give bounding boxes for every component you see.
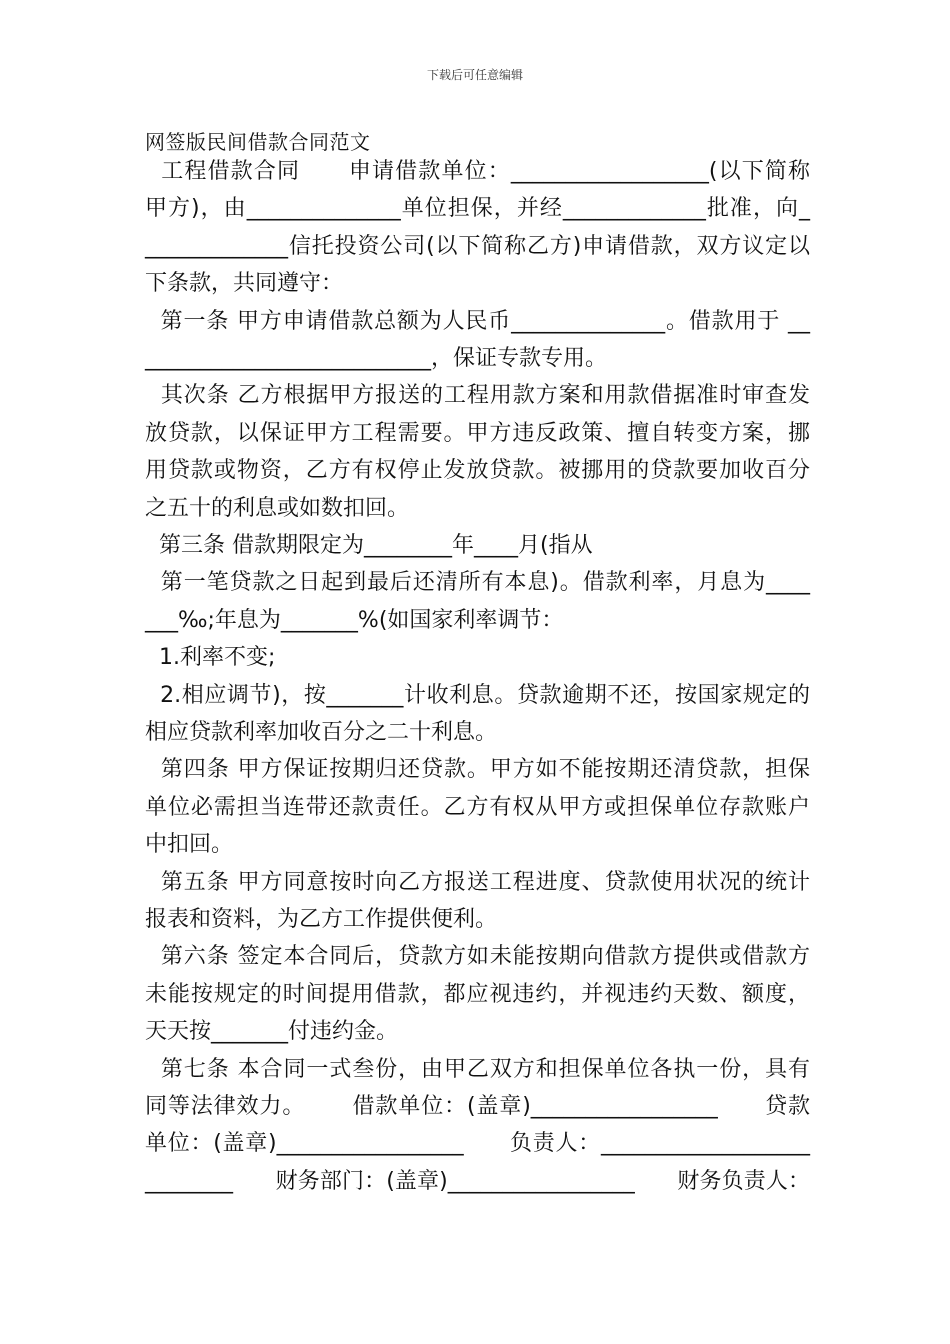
document-title: 网签版民间借款合同范文 [145,130,371,154]
body-line: 甲方)，由______________单位担保，并经_____________批准，向_ [145,196,810,221]
body-line: 天天按_______付违约金。 [145,1019,399,1044]
body-line: ___‰;年息为_______%(如国家利率调节： [145,608,564,633]
body-line: 放贷款，以保证甲方工程需要。甲方违反政策、擅自转变方案，挪 [145,421,810,446]
body-line: 第一笔贷款之日起到最后还清所有本息)。借款利率，月息为____ [145,570,810,595]
body-line: 下条款，共同遵守： [145,271,344,296]
body-line: 第一条 甲方申请借款总额为人民币______________。借款用于 __ [145,309,810,334]
body-line: 之五十的利息或如数扣回。 [145,496,410,521]
page-header: 下载后可任意编辑 [426,68,523,82]
body-line: 用贷款或物资，乙方有权停止发放贷款。被挪用的贷款要加收百分 [145,458,810,483]
body-line: ________ 财务部门：(盖章)_________________ 财务负责人： [145,1169,810,1194]
body-line: 报表和资料，为乙方工作提供便利。 [145,907,498,932]
body-line: 单位必需担当连带还款责任。乙方有权从甲方或担保单位存款账户 [145,795,810,820]
body-line: 1.利率不变; [145,645,276,670]
body-line: 2.相应调节)，按_______计收利息。贷款逾期不还，按国家规定的 [145,683,810,708]
body-line: 未能按规定的时间提用借款，都应视违约，并视违约天数、额度， [145,982,810,1007]
body-line: 工程借款合同 申请借款单位：__________________(以下简称 [145,159,810,184]
body-line: _____________信托投资公司(以下简称乙方)申请借款，双方议定以 [145,234,810,259]
body-line: __________________________，保证专款专用。 [145,346,608,371]
body-line: 其次条 乙方根据甲方报送的工程用款方案和用款借据准时审查发 [145,383,810,408]
body-line: 第三条 借款期限定为________年____月(指从 [145,533,593,558]
body-line: 第五条 甲方同意按时向乙方报送工程进度、贷款使用状况的统计 [145,870,810,895]
body-line: 单位：(盖章)_________________ 负责人：___________________ [145,1131,810,1156]
body-line: 同等法律效力。 借款单位：(盖章)_________________ 贷款 [145,1094,810,1119]
body-line: 第七条 本合同一式叁份，由甲乙双方和担保单位各执一份，具有 [145,1057,810,1082]
body-line: 相应贷款利率加收百分之二十利息。 [145,720,498,745]
body-line: 第六条 签定本合同后，贷款方如未能按期向借款方提供或借款方 [145,944,810,969]
body-line: 中扣回。 [145,832,234,857]
body-line: 第四条 甲方保证按期归还贷款。甲方如不能按期还清贷款，担保 [145,757,810,782]
